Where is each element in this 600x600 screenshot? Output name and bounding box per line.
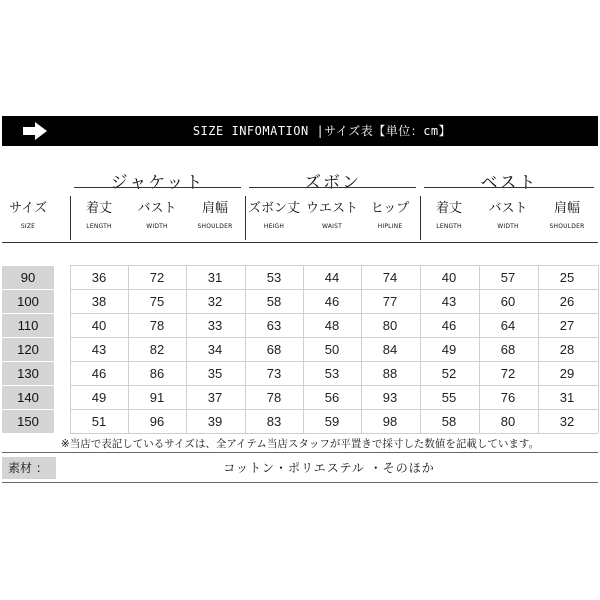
table-cell: 53 [324,366,340,381]
table-cell: 32 [559,414,575,429]
column-header-en: SHOULDER [197,223,233,230]
column-header-jp: バスト [137,201,177,216]
table-cell: 38 [91,294,107,309]
table-cell: 31 [207,270,223,285]
column-header-en: HEIGH [263,223,285,230]
column-divider [245,265,246,433]
table-cell: 50 [324,342,340,357]
column-header [361,200,419,232]
group-underline [249,187,416,188]
column-divider [70,265,71,433]
column-divider [361,265,362,433]
table-cell: 31 [559,390,575,405]
table-cell: 96 [149,414,165,429]
table-cell: 46 [441,318,457,333]
table-cell: 98 [382,414,398,429]
table-cell: 26 [559,294,575,309]
table-cell: 68 [500,342,516,357]
table-cell: 82 [149,342,165,357]
table-cell: 86 [149,366,165,381]
column-header [128,200,186,232]
table-cell: 78 [266,390,282,405]
table-cell: 59 [324,414,340,429]
header-bottom-rule [2,242,598,243]
table-cell: 48 [324,318,340,333]
table-cell: 80 [382,318,398,333]
table-cell: 53 [266,270,282,285]
table-cell: 78 [149,318,165,333]
column-header-jp: 肩幅 [201,201,228,216]
size-cell: 120 [2,338,54,361]
table-cell: 35 [207,366,223,381]
column-header-en: SHOULDER [549,223,585,230]
column-header [538,200,596,232]
column-header [420,200,478,232]
column-divider [598,265,599,433]
column-divider [128,265,129,433]
table-cell: 40 [91,318,107,333]
column-header [479,200,537,232]
size-cell: 150 [2,410,54,433]
material-value: コットン・ポリエステル ・そのほか [223,461,435,475]
table-cell: 64 [500,318,516,333]
table-cell: 46 [91,366,107,381]
column-divider [538,265,539,433]
size-header-jp: サイズ [9,201,47,216]
table-cell: 40 [441,270,457,285]
table-cell: 36 [91,270,107,285]
size-cell: 140 [2,386,54,409]
table-cell: 39 [207,414,223,429]
column-header-jp: 着丈 [85,201,112,216]
size-cell: 110 [2,314,54,337]
table-cell: 49 [91,390,107,405]
row-divider [70,433,598,434]
column-header-jp: 肩幅 [553,201,580,216]
table-cell: 77 [382,294,398,309]
column-divider [303,265,304,433]
column-header-en: WAIST [322,223,342,230]
column-header-jp: ウエスト [305,201,358,216]
column-header-en: LENGTH [86,223,112,230]
table-cell: 33 [207,318,223,333]
table-cell: 76 [500,390,516,405]
header-title: SIZE INFOMATION |サイズ表【単位：cm】 [192,124,452,138]
column-divider [479,265,480,433]
column-header-en: LENGTH [436,223,462,230]
column-header-en: WIDTH [146,223,168,230]
table-cell: 88 [382,366,398,381]
size-column-header [2,200,54,232]
table-cell: 84 [382,342,398,357]
column-header-en: HIPLINE [377,223,403,230]
table-cell: 32 [207,294,223,309]
size-header-en: SIZE [20,223,36,230]
table-cell: 52 [441,366,457,381]
column-divider [186,265,187,433]
size-info-header [2,116,598,146]
table-cell: 58 [441,414,457,429]
size-cell: 100 [2,290,54,313]
column-header-jp: ヒップ [370,201,410,216]
row-divider [70,265,598,266]
table-cell: 63 [266,318,282,333]
group-label: ジャケット [110,173,205,193]
group-underline [424,187,594,188]
column-header [186,200,244,232]
table-cell: 34 [207,342,223,357]
measurement-note: ※当店で表記しているサイズは、全アイテム当店スタッフが平置きで採寸した数値を記載しています。 [60,438,540,450]
table-cell: 27 [559,318,575,333]
table-cell: 37 [207,390,223,405]
table-cell: 68 [266,342,282,357]
table-cell: 43 [91,342,107,357]
table-cell: 57 [500,270,516,285]
table-cell: 83 [266,414,282,429]
table-cell: 55 [441,390,457,405]
table-cell: 93 [382,390,398,405]
table-cell: 72 [500,366,516,381]
material-bottom-rule [2,482,598,483]
size-cell: 130 [2,362,54,385]
table-cell: 74 [382,270,398,285]
size-cell: 90 [2,266,54,289]
column-header-jp: 着丈 [435,201,462,216]
table-cell: 91 [149,390,165,405]
material-label: 素材 ： [2,457,56,479]
table-cell: 60 [500,294,516,309]
table-cell: 28 [559,342,575,357]
material-top-rule [2,452,598,453]
column-header-jp: ズボン丈 [247,201,300,216]
table-cell: 51 [91,414,107,429]
table-cell: 73 [266,366,282,381]
column-divider [420,265,421,433]
column-header-en: WIDTH [497,223,519,230]
table-cell: 75 [149,294,165,309]
column-header [70,200,128,232]
group-label: ベスト [480,173,538,193]
table-cell: 44 [324,270,340,285]
column-header-jp: バスト [488,201,528,216]
table-cell: 49 [441,342,457,357]
table-cell: 72 [149,270,165,285]
column-header [303,200,361,232]
table-cell: 25 [559,270,575,285]
column-header [245,200,303,232]
group-underline [74,187,241,188]
table-cell: 56 [324,390,340,405]
table-cell: 43 [441,294,457,309]
table-cell: 46 [324,294,340,309]
arrow-right-icon [20,121,50,141]
table-cell: 29 [559,366,575,381]
table-cell: 58 [266,294,282,309]
group-label: ズボン [304,173,361,193]
table-cell: 80 [500,414,516,429]
